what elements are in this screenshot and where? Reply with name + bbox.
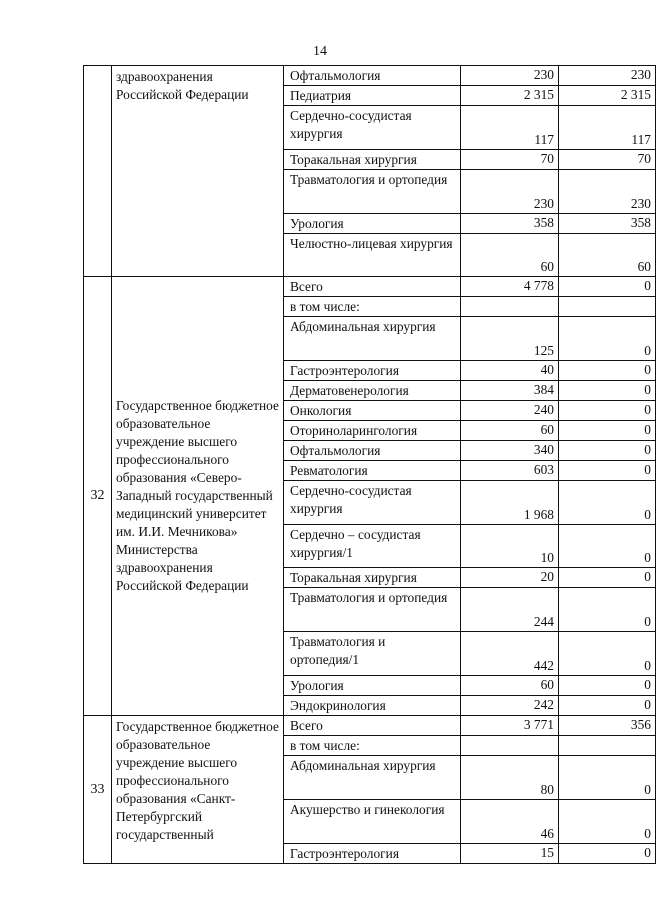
specialty-cell: Травматология и ортопедия bbox=[284, 170, 461, 214]
value-cell-1: 384 bbox=[461, 381, 559, 401]
value-cell-2: 0 bbox=[559, 401, 656, 421]
value-cell-2: 0 bbox=[559, 361, 656, 381]
specialty-cell: Сердечно – сосудистая хирургия/1 bbox=[284, 525, 461, 568]
value-cell-1: 603 bbox=[461, 461, 559, 481]
value-cell-1: 244 bbox=[461, 588, 559, 632]
value-cell-2: 0 bbox=[559, 525, 656, 568]
specialty-cell: Эндокринология bbox=[284, 696, 461, 716]
specialty-cell: Сердечно-сосудистая хирургия bbox=[284, 481, 461, 525]
specialty-cell: в том числе: bbox=[284, 297, 461, 317]
value-cell-2: 0 bbox=[559, 481, 656, 525]
specialty-cell: Абдоминальная хирургия bbox=[284, 317, 461, 361]
value-cell-2: 0 bbox=[559, 277, 656, 297]
value-cell-1: 46 bbox=[461, 800, 559, 844]
value-cell-2: 2 315 bbox=[559, 86, 656, 106]
value-cell-1 bbox=[461, 736, 559, 756]
value-cell-1: 230 bbox=[461, 66, 559, 86]
value-cell-1: 117 bbox=[461, 106, 559, 150]
institution-number bbox=[84, 66, 112, 277]
value-cell-2: 0 bbox=[559, 632, 656, 676]
specialty-cell: Урология bbox=[284, 214, 461, 234]
value-cell-2: 0 bbox=[559, 441, 656, 461]
value-cell-1: 60 bbox=[461, 234, 559, 277]
value-cell-2: 358 bbox=[559, 214, 656, 234]
value-cell-2 bbox=[559, 297, 656, 317]
institution-number: 32 bbox=[84, 277, 112, 716]
table-row bbox=[84, 277, 656, 297]
specialty-cell: Всего bbox=[284, 716, 461, 736]
specialty-cell: Торакальная хирургия bbox=[284, 568, 461, 588]
institution-name: здравоохранения Российской Федерации bbox=[112, 66, 284, 277]
value-cell-1: 242 bbox=[461, 696, 559, 716]
value-cell-2: 117 bbox=[559, 106, 656, 150]
value-cell-2: 0 bbox=[559, 588, 656, 632]
specialty-cell: в том числе: bbox=[284, 736, 461, 756]
specialty-cell: Онкология bbox=[284, 401, 461, 421]
value-cell-1: 1 968 bbox=[461, 481, 559, 525]
specialty-cell: Травматология и ортопедия bbox=[284, 588, 461, 632]
value-cell-1: 125 bbox=[461, 317, 559, 361]
value-cell-1: 340 bbox=[461, 441, 559, 461]
value-cell-1: 3 771 bbox=[461, 716, 559, 736]
value-cell-2: 0 bbox=[559, 317, 656, 361]
specialty-cell: Сердечно-сосудистая хирургия bbox=[284, 106, 461, 150]
value-cell-1: 20 bbox=[461, 568, 559, 588]
specialty-cell: Травматология и ортопедия/1 bbox=[284, 632, 461, 676]
value-cell-2: 0 bbox=[559, 676, 656, 696]
specialty-cell: Торакальная хирургия bbox=[284, 150, 461, 170]
page-number: 14 bbox=[313, 44, 327, 59]
specialty-cell: Всего bbox=[284, 277, 461, 297]
value-cell-2: 0 bbox=[559, 844, 656, 864]
specialty-cell: Офтальмология bbox=[284, 441, 461, 461]
value-cell-1: 15 bbox=[461, 844, 559, 864]
value-cell-1 bbox=[461, 297, 559, 317]
value-cell-2: 230 bbox=[559, 170, 656, 214]
institution-number: 33 bbox=[84, 716, 112, 864]
value-cell-2 bbox=[559, 736, 656, 756]
value-cell-1: 4 778 bbox=[461, 277, 559, 297]
specialty-cell: Гастроэнтерология bbox=[284, 844, 461, 864]
value-cell-2: 0 bbox=[559, 800, 656, 844]
institution-name: Государственное бюджетное образовательное учреждение высшего профессионального образования «Санкт-Петербургский государственный bbox=[112, 716, 284, 864]
value-cell-1: 2 315 bbox=[461, 86, 559, 106]
specialty-cell: Гастроэнтерология bbox=[284, 361, 461, 381]
specialty-cell: Оториноларингология bbox=[284, 421, 461, 441]
value-cell-2: 0 bbox=[559, 696, 656, 716]
specialty-cell: Офтальмология bbox=[284, 66, 461, 86]
specialty-cell: Педиатрия bbox=[284, 86, 461, 106]
specialty-cell: Ревматология bbox=[284, 461, 461, 481]
value-cell-2: 230 bbox=[559, 66, 656, 86]
quota-table-body bbox=[84, 66, 656, 864]
value-cell-2: 70 bbox=[559, 150, 656, 170]
value-cell-2: 0 bbox=[559, 421, 656, 441]
institution-name: Государственное бюджетное образовательное учреждение высшего профессионального образования «Северо-Западный государственный медицинский университет им. И.И. Мечникова» Министерства здравоохранения Российской Федерации bbox=[112, 277, 284, 716]
value-cell-2: 0 bbox=[559, 381, 656, 401]
value-cell-1: 442 bbox=[461, 632, 559, 676]
value-cell-2: 60 bbox=[559, 234, 656, 277]
value-cell-1: 230 bbox=[461, 170, 559, 214]
value-cell-1: 70 bbox=[461, 150, 559, 170]
value-cell-1: 60 bbox=[461, 421, 559, 441]
value-cell-2: 356 bbox=[559, 716, 656, 736]
value-cell-2: 0 bbox=[559, 461, 656, 481]
value-cell-2: 0 bbox=[559, 756, 656, 800]
value-cell-1: 60 bbox=[461, 676, 559, 696]
table-row bbox=[84, 66, 656, 86]
specialty-cell: Акушерство и гинекология bbox=[284, 800, 461, 844]
quota-table bbox=[83, 65, 656, 864]
value-cell-1: 10 bbox=[461, 525, 559, 568]
table-row bbox=[84, 716, 656, 736]
value-cell-1: 80 bbox=[461, 756, 559, 800]
value-cell-1: 40 bbox=[461, 361, 559, 381]
specialty-cell: Абдоминальная хирургия bbox=[284, 756, 461, 800]
value-cell-1: 240 bbox=[461, 401, 559, 421]
value-cell-1: 358 bbox=[461, 214, 559, 234]
specialty-cell: Дерматовенерология bbox=[284, 381, 461, 401]
specialty-cell: Челюстно-лицевая хирургия bbox=[284, 234, 461, 277]
specialty-cell: Урология bbox=[284, 676, 461, 696]
quota-table-container bbox=[83, 65, 651, 861]
value-cell-2: 0 bbox=[559, 568, 656, 588]
